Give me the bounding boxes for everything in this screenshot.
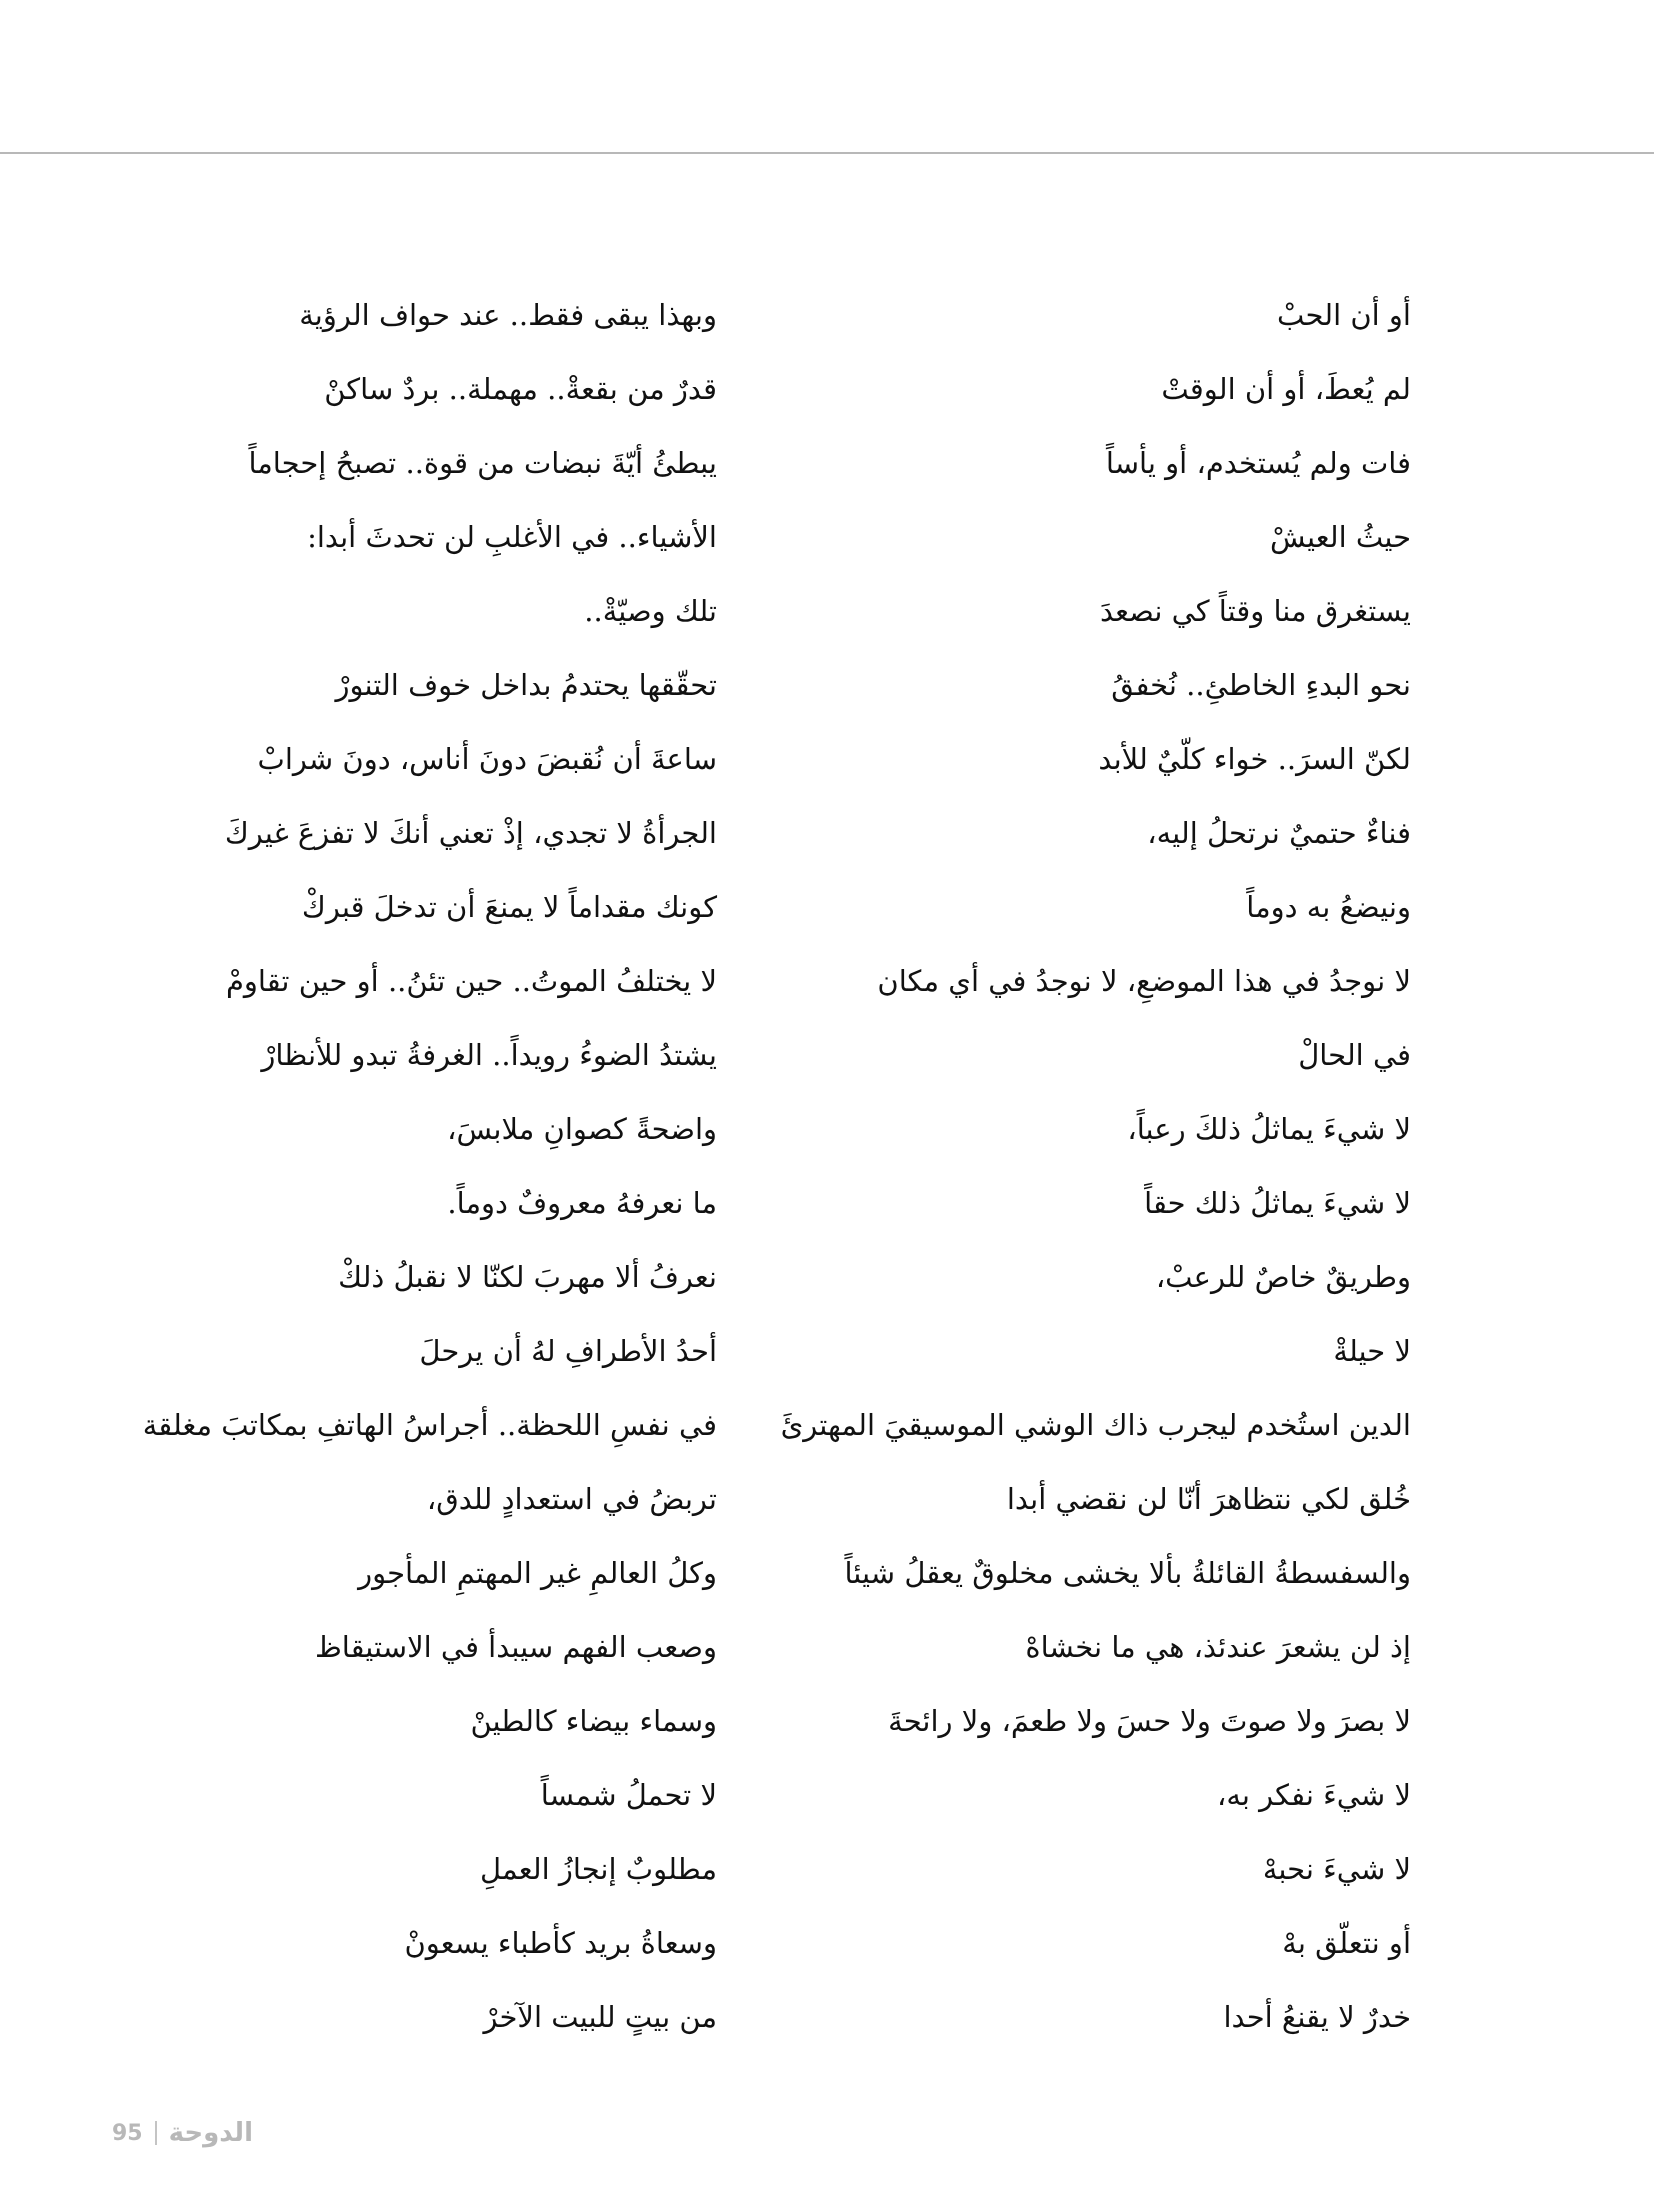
poem-line: وبهذا يبقى فقط.. عند حواف الرؤية xyxy=(299,298,717,332)
poem-line: أحدُ الأطرافِ لهُ أن يرحلَ xyxy=(419,1334,717,1368)
poem-line: تلك وصيّةْ.. xyxy=(584,594,717,628)
poem-line: نعرفُ ألا مهربَ لكنّا لا نقبلُ ذلكْ xyxy=(338,1260,717,1294)
poem-line: أو أن الحبْ xyxy=(1277,298,1411,332)
poem-line: ونيضعُ به دوماً xyxy=(1246,890,1411,924)
poem-line: فناءٌ حتميٌ نرتحلُ إليه، xyxy=(1147,816,1411,850)
poem-line: ساعةَ أن نُقبضَ دونَ أناس، دونَ شرابْ xyxy=(257,742,717,776)
poem-line: لا شيءَ نفكر به، xyxy=(1216,1778,1411,1812)
footer-divider xyxy=(155,2121,157,2145)
page-footer xyxy=(112,2113,253,2153)
poem-line: لكنّ السرَ.. خواء كلّيٌ للأبد xyxy=(1098,742,1411,776)
poem-line: خُلق لكي نتظاهرَ أنّا لن نقضي أبدا xyxy=(1006,1482,1411,1516)
poem-line: يشتدُ الضوءُ رويداً.. الغرفةُ تبدو للأنظارْ xyxy=(261,1038,717,1072)
poem-line: إذ لن يشعرَ عندئذ، هي ما نخشاهْ xyxy=(1025,1630,1411,1664)
poem-column-left xyxy=(37,278,717,2054)
poem-line: لا شيءَ نحبهْ xyxy=(1262,1852,1411,1886)
poem-line: واضحةً كصوانِ ملابسَ، xyxy=(447,1112,717,1146)
poem-line: لا يختلفُ الموتُ.. حين تئنُ.. أو حين تقاومْ xyxy=(225,964,717,998)
poem-line: الجرأةُ لا تجدي، إذْ تعني أنكَ لا تفزعَ غيركَ xyxy=(224,816,717,850)
poem-line: لم يُعطَ، أو أن الوقتْ xyxy=(1161,372,1411,406)
header-divider xyxy=(0,152,1654,154)
poem-line: لا شيءَ يماثلُ ذلك حقاً xyxy=(1144,1186,1411,1220)
poem-line: من بيتٍ للبيت الآخرْ xyxy=(483,2000,717,2034)
poem-line: أو نتعلّق بهْ xyxy=(1282,1926,1411,1960)
magazine-logo: الدوحة xyxy=(168,2118,253,2148)
poem-line: وكلُ العالمِ غير المهتمِ المأجور xyxy=(358,1556,717,1590)
poem-line: لا حيلةْ xyxy=(1333,1334,1411,1368)
poem-line: لا نوجدُ في هذا الموضعِ، لا نوجدُ في أي مكان xyxy=(877,964,1411,998)
poem-line: خدرٌ لا يقنعُ أحدا xyxy=(1223,2000,1411,2034)
poem-line: الأشياء.. في الأغلبِ لن تحدثَ أبدا: xyxy=(307,520,717,554)
poem-line: الدين استُخدم ليجرب ذاك الوشي الموسيقيَ المهترئَ xyxy=(780,1408,1411,1442)
poem-line: تحقّقها يحتدمُ بداخل خوف التنورْ xyxy=(335,668,717,702)
poem-line: لا تحملُ شمساً xyxy=(540,1778,717,1812)
poem-line: في نفسِ اللحظة.. أجراسُ الهاتفِ بمكاتبَ مغلقة xyxy=(142,1408,717,1442)
poem-line: لا بصرَ ولا صوتَ ولا حسَ ولا طعمَ، ولا رائحةَ xyxy=(888,1704,1411,1738)
poem-column-right xyxy=(711,278,1411,2054)
poem-line: والسفسطةُ القائلةُ بألا يخشى مخلوقٌ يعقلُ شيئاً xyxy=(844,1556,1411,1590)
poem-line: فات ولم يُستخدم، أو يأساً xyxy=(1105,446,1411,480)
poem-line: وسعاةُ بريد كأطباء يسعونْ xyxy=(404,1926,717,1960)
poem-line: نحو البدءِ الخاطئِ.. نُخفقُ xyxy=(1111,668,1411,702)
poem-line: كونك مقداماً لا يمنعَ أن تدخلَ قبركْ xyxy=(301,890,717,924)
poem-line: وصعب الفهم سيبدأ في الاستيقاظ xyxy=(314,1630,717,1664)
poem-line: قدرٌ من بقعةْ.. مهملة.. بردٌ ساكنْ xyxy=(324,372,717,406)
poem-line: لا شيءَ يماثلُ ذلكَ رعباً، xyxy=(1127,1112,1411,1146)
poem-line: مطلوبٌ إنجازُ العملِ xyxy=(480,1852,717,1886)
page-number: 95 xyxy=(112,2120,143,2146)
poem-line: وطريقٌ خاصٌ للرعبْ، xyxy=(1155,1260,1411,1294)
poem-line: يبطئُ أيّةَ نبضات من قوة.. تصبحُ إحجاماً xyxy=(248,446,717,480)
poem-line: تربضُ في استعدادٍ للدق، xyxy=(426,1482,717,1516)
poem-line: يستغرق منا وقتاً كي نصعدَ xyxy=(1099,594,1411,628)
poem-line: وسماء بيضاء كالطينْ xyxy=(470,1704,717,1738)
poem-line: في الحالْ xyxy=(1298,1038,1411,1072)
poem-line: ما نعرفهُ معروفٌ دوماً. xyxy=(447,1186,717,1220)
poem-line: حيثُ العيشْ xyxy=(1270,520,1411,554)
